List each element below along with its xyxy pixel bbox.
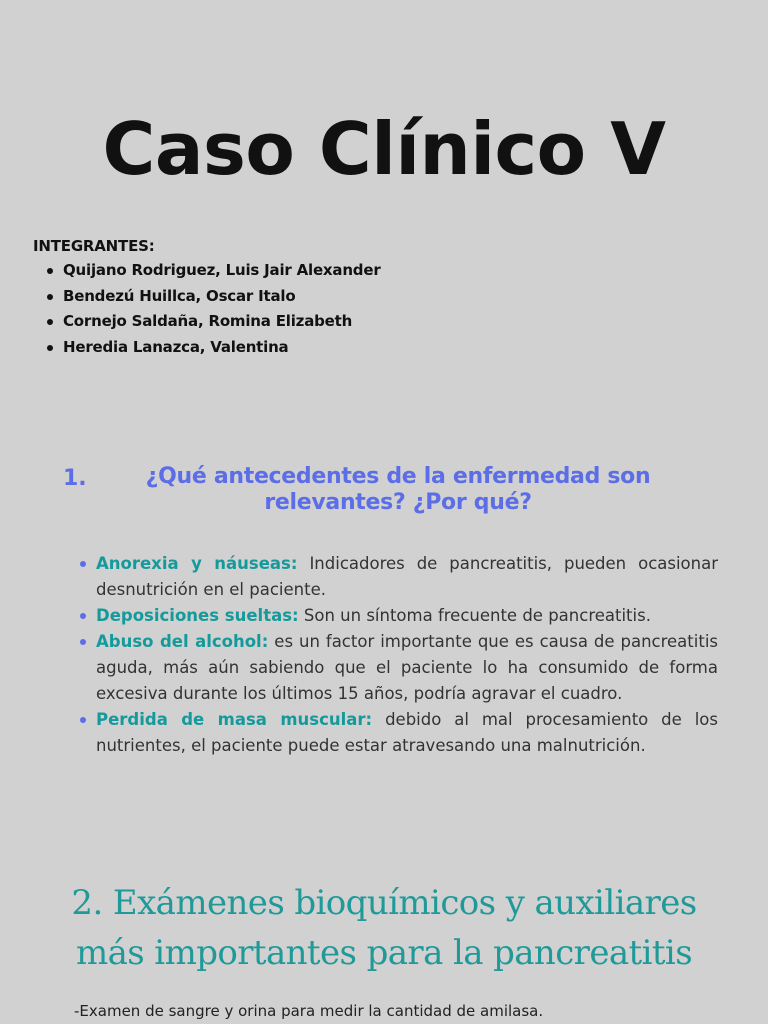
answer-text: debido al mal procesamiento de los nutrientes, el paciente puede estar atravesando una malnutrición. (96, 710, 718, 755)
answer-item (78, 629, 718, 707)
question-number: 1. (63, 466, 87, 491)
answer-item (78, 551, 718, 603)
question-line-1: ¿Qué antecedentes de la enfermedad son (145, 464, 651, 489)
member-item: Quijano Rodriguez, Luis Jair Alexander (33, 258, 381, 284)
exam-note: -Examen de sangre y orina para medir la cantidad de amilasa. (74, 1002, 544, 1020)
section-2-line-2: más importantes para la pancreatitis (75, 933, 693, 973)
answers-list (78, 551, 718, 759)
answer-term: Deposiciones sueltas: (96, 606, 299, 625)
question-line-2: relevantes? ¿Por qué? (264, 490, 532, 515)
answer-text: Son un síntoma frecuente de pancreatitis. (298, 606, 651, 625)
member-item: Heredia Lanazca, Valentina (33, 335, 381, 361)
section-2-heading (0, 878, 768, 978)
answer-term: Perdida de masa muscular: (96, 710, 373, 729)
answer-text: es un factor importante que es causa de pancreatitis aguda, más aún sabiendo que el paciente lo ha consumido de forma excesiva durante los últimos 15 años, podría agravar el cuadro. (96, 632, 719, 703)
member-item: Cornejo Saldaña, Romina Elizabeth (33, 309, 381, 335)
member-item: Bendezú Huillca, Oscar Italo (33, 284, 381, 310)
members-heading: INTEGRANTES: (33, 237, 155, 255)
page-title: Caso Clínico V (102, 107, 666, 191)
members-list (33, 258, 381, 360)
members-section (33, 234, 381, 360)
section-2-line-1: 2. Exámenes bioquímicos y auxiliares (71, 883, 697, 923)
answer-term: Abuso del alcohol: (96, 632, 269, 651)
question-text (118, 464, 678, 516)
answer-item (78, 707, 718, 759)
answer-text: Indicadores de pancreatitis, pueden ocasionar desnutrición en el paciente. (96, 554, 719, 599)
answer-term: Anorexia y náuseas: (96, 554, 298, 573)
answer-item (78, 603, 718, 629)
